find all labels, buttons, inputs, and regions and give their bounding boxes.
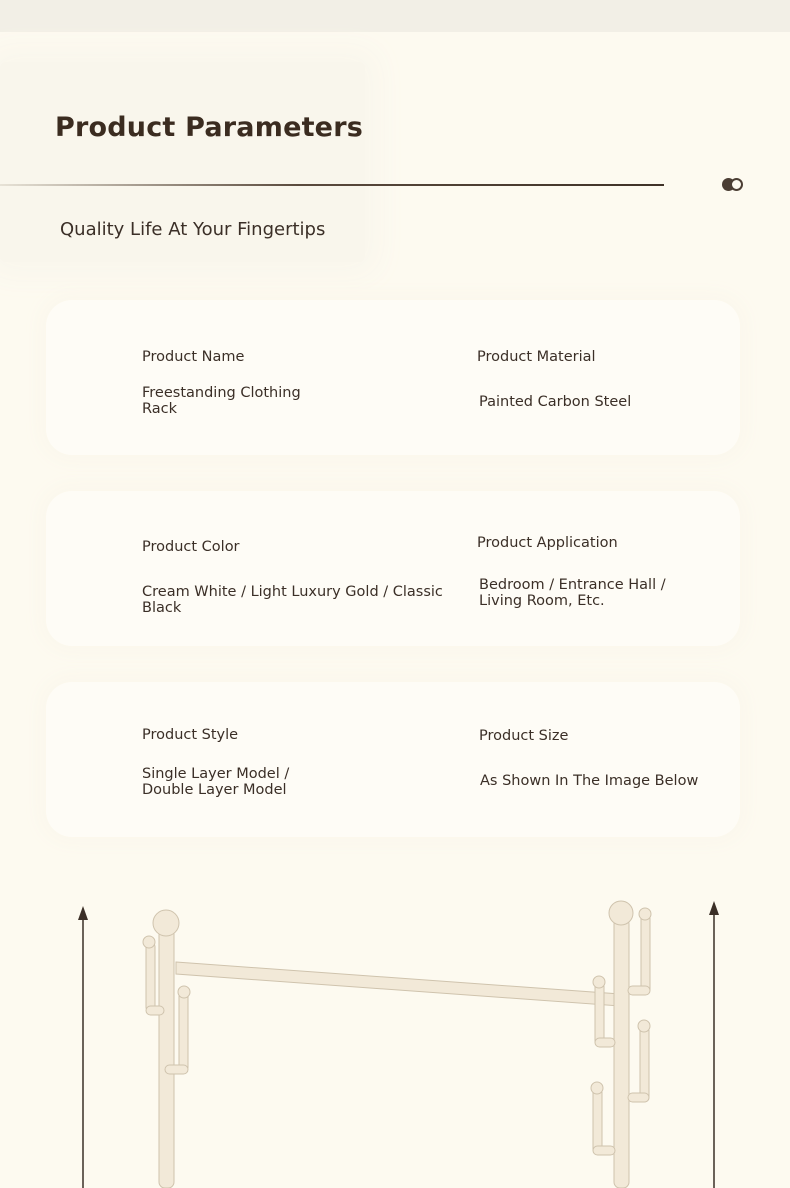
- arrow-up-icon: [78, 906, 88, 1188]
- product-style-value: Single Layer Model / Double Layer Model: [142, 766, 290, 798]
- product-name-value: Freestanding Clothing Rack: [142, 385, 301, 417]
- hanging-bar: [176, 962, 620, 1006]
- param-card-2: [46, 491, 740, 646]
- product-material-value: Painted Carbon Steel: [479, 394, 632, 410]
- product-color-value: Cream White / Light Luxury Gold / Classic Black: [142, 584, 443, 616]
- param-card-1: [46, 300, 740, 455]
- product-style-label: Product Style: [142, 727, 239, 743]
- header-divider: [0, 184, 664, 186]
- product-color-label: Product Color: [142, 539, 240, 555]
- param-card-3: [46, 682, 740, 837]
- product-size-value: As Shown In The Image Below: [480, 773, 699, 789]
- arrow-up-icon: [709, 901, 719, 1188]
- product-application-value: Bedroom / Entrance Hall / Living Room, Etc.: [479, 577, 666, 609]
- product-name-label: Product Name: [142, 349, 245, 365]
- page-title: Product Parameters: [55, 112, 363, 143]
- clothing-rack-illustration: [0, 880, 790, 1188]
- toggle-icon: [722, 178, 744, 191]
- page-subtitle: Quality Life At Your Fingertips: [60, 219, 326, 240]
- top-strip: [0, 0, 790, 32]
- left-pole: [143, 910, 190, 1188]
- product-size-label: Product Size: [479, 728, 569, 744]
- product-material-label: Product Material: [477, 349, 596, 365]
- right-pole: [591, 901, 651, 1188]
- product-application-label: Product Application: [477, 535, 618, 551]
